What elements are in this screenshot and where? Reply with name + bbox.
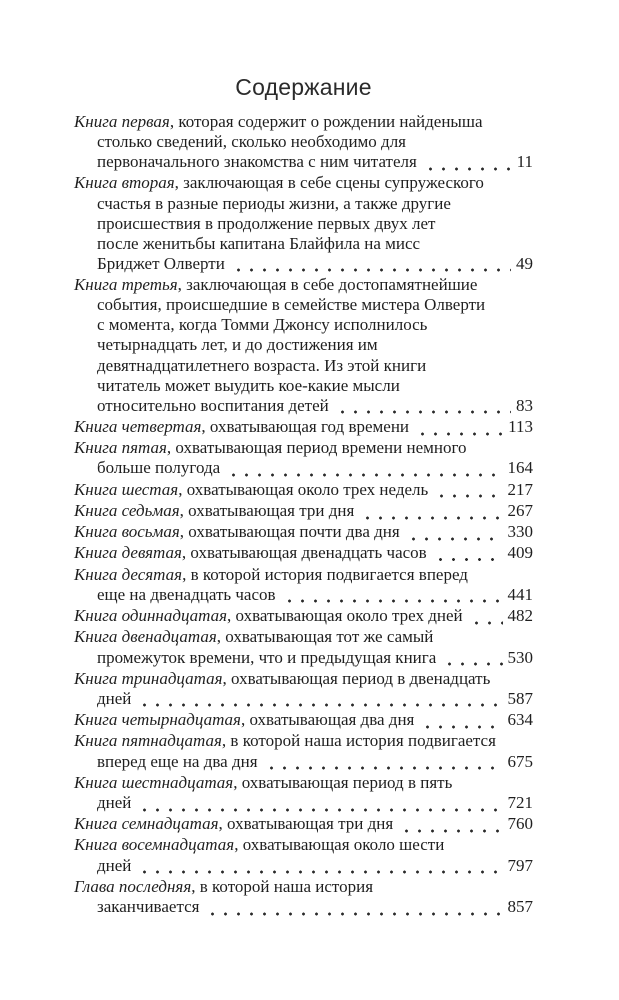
toc-entry — [74, 438, 533, 478]
toc-line-text: Книга шестнадцатая, охватывающая период в пять — [74, 772, 453, 792]
toc-line — [74, 856, 533, 876]
toc-line-text: Книга третья, заключающая в себе достопамятнейшие — [74, 275, 478, 295]
toc-line-text: Книга шестая, охватывающая около трех недель — [74, 479, 429, 499]
toc-line-text: Бриджет Олверти — [97, 253, 225, 273]
toc-entry — [74, 173, 533, 273]
toc-entry — [74, 710, 533, 730]
toc-line-text: происшествия в продолжение первых двух лет — [97, 213, 436, 233]
toc-line — [74, 254, 533, 274]
toc-line-text: первоначального знакомства с ним читателя — [97, 152, 417, 172]
dot-leader — [262, 752, 503, 772]
toc-line — [74, 585, 533, 605]
toc-line-text: заканчивается — [97, 896, 200, 916]
toc-entry — [74, 877, 533, 917]
toc-line-text: относительно воспитания детей — [97, 395, 329, 415]
toc-entry-lead: Книга шестая — [74, 479, 179, 499]
toc-entry-lead: Книга пятнадцатая — [74, 731, 222, 751]
toc-line — [74, 606, 533, 626]
toc-entry — [74, 565, 533, 605]
toc-entry-lead: Книга двенадцатая — [74, 627, 217, 647]
toc-line — [74, 194, 533, 214]
toc-line-text: читатель может выудить кое-какие мысли — [97, 375, 400, 395]
dot-leader — [413, 417, 503, 437]
toc-line-text: Книга тринадцатая, охватывающая период в двенадцать — [74, 668, 491, 688]
toc-entry-lead: Книга третья — [74, 275, 178, 295]
dot-leader — [431, 543, 503, 563]
dot-leader — [203, 897, 502, 917]
toc-line-text: Книга семнадцатая, охватывающая три дня — [74, 814, 394, 834]
page-number: 482 — [507, 606, 533, 626]
toc-entry-lead: Книга четвертая — [74, 416, 202, 436]
page-number: 530 — [507, 647, 533, 667]
toc-line — [74, 897, 533, 917]
page-number: 857 — [507, 896, 533, 916]
toc-line — [74, 335, 533, 355]
toc-entry-lead: Книга тринадцатая — [74, 668, 223, 688]
toc-line-text: Книга четырнадцатая, охватывающая два дня — [74, 710, 415, 730]
toc-line-text: девятнадцатилетнего возраста. Из этой книги — [97, 355, 427, 375]
toc-line — [74, 773, 533, 793]
toc-line-text: счастья в разные периоды жизни, а также другие — [97, 193, 451, 213]
toc-entry — [74, 669, 533, 709]
toc-line — [74, 752, 533, 772]
page-title: Содержание — [235, 74, 372, 100]
toc-line — [74, 522, 533, 542]
toc-line — [74, 543, 533, 563]
toc-entry-lead: Книга восемнадцатая — [74, 835, 235, 855]
dot-leader — [432, 480, 502, 500]
dot-leader — [229, 254, 511, 274]
page-number: 113 — [508, 416, 533, 436]
toc-entry — [74, 522, 533, 542]
toc-entry — [74, 606, 533, 626]
toc-line-text: Книга вторая, заключающая в себе сцены супружеского — [74, 173, 484, 193]
dot-leader — [135, 856, 502, 876]
dot-leader — [440, 648, 502, 668]
page-number: 11 — [516, 152, 533, 172]
toc-entry — [74, 501, 533, 521]
toc-entry-lead: Книга десятая — [74, 564, 183, 584]
dot-leader — [404, 522, 503, 542]
dot-leader — [467, 606, 503, 626]
toc-line — [74, 214, 533, 234]
dot-leader — [135, 793, 502, 813]
toc-entry-lead: Книга пятая — [74, 438, 167, 458]
toc-line-text: Книга пятая, охватывающая период времени немного — [74, 438, 467, 458]
page-number: 83 — [516, 395, 533, 415]
toc-line-text: дней — [97, 855, 132, 875]
toc-line — [74, 669, 533, 689]
toc-line-text: Книга одиннадцатая, охватывающая около трех дней — [74, 606, 463, 626]
toc-line — [74, 275, 533, 295]
page-number: 797 — [507, 855, 533, 875]
toc-entry — [74, 773, 533, 813]
toc-line — [74, 731, 533, 751]
toc-line-text: четырнадцать лет, и до достижения им — [97, 335, 378, 355]
toc-entry-lead: Глава последняя — [74, 876, 192, 896]
toc-entry — [74, 543, 533, 563]
toc-entry — [74, 731, 533, 771]
toc-line — [74, 295, 533, 315]
toc-line — [74, 458, 533, 478]
toc-entry-lead: Книга первая — [74, 112, 170, 131]
toc-line-text: Книга седьмая, охватывающая три дня — [74, 500, 355, 520]
toc-line — [74, 438, 533, 458]
page-number: 267 — [507, 500, 533, 520]
toc-line — [74, 356, 533, 376]
toc-line — [74, 627, 533, 647]
toc-line — [74, 710, 533, 730]
toc-line-text: Книга девятая, охватывающая двенадцать часов — [74, 543, 427, 563]
dot-leader — [280, 585, 503, 605]
toc-line — [74, 835, 533, 855]
toc-line-text: дней — [97, 792, 132, 812]
toc-line — [74, 234, 533, 254]
toc-line-text: Книга четвертая, охватывающая год времени — [74, 416, 410, 436]
toc-entry-lead: Книга седьмая — [74, 500, 180, 520]
page-number: 634 — [507, 710, 533, 730]
page-number: 675 — [507, 751, 533, 771]
toc-line-text: дней — [97, 688, 132, 708]
toc-entry-lead: Книга шестнадцатая — [74, 772, 234, 792]
toc-entry — [74, 417, 533, 437]
page-number: 164 — [507, 458, 533, 478]
toc-line-text: события, происшедшие в семействе мистера Олверти — [97, 295, 486, 315]
toc-entry-lead: Книга вторая — [74, 173, 175, 193]
toc-line-text: с момента, когда Томми Джонсу исполнилось — [97, 315, 428, 335]
toc-entry-lead: Книга четырнадцатая — [74, 710, 241, 730]
toc-line — [74, 152, 533, 172]
toc-line-text: Книга пятнадцатая, в которой наша история подвигается — [74, 731, 496, 751]
toc-entry-lead: Книга одиннадцатая — [74, 606, 228, 626]
toc-line-text: Глава последняя, в которой наша история — [74, 876, 374, 896]
dot-leader — [421, 152, 512, 172]
toc-line — [74, 501, 533, 521]
page-number: 760 — [507, 814, 533, 834]
toc-line — [74, 315, 533, 335]
toc-line — [74, 814, 533, 834]
toc-line — [74, 480, 533, 500]
toc-entry-lead: Книга девятая — [74, 543, 182, 563]
toc-line-text: промежуток времени, что и предыдущая книга — [97, 647, 437, 667]
toc-line-text: Книга первая, которая содержит о рождении найденыша — [74, 112, 483, 131]
toc-line — [74, 417, 533, 437]
toc-line — [74, 648, 533, 668]
toc-line-text: вперед еще на два дня — [97, 751, 258, 771]
page-number: 217 — [507, 479, 533, 499]
toc-line — [74, 689, 533, 709]
toc-line — [74, 112, 533, 132]
toc-entry — [74, 835, 533, 875]
toc-line-text: столько сведений, сколько необходимо для — [97, 132, 407, 152]
toc-line-text: больше полугода — [97, 458, 221, 478]
dot-leader — [333, 396, 511, 416]
toc-entry — [74, 112, 533, 172]
page-number: 721 — [507, 792, 533, 812]
page-number: 49 — [516, 253, 533, 273]
page-number: 330 — [507, 522, 533, 542]
dot-leader — [358, 501, 502, 521]
toc-line-text: Книга восьмая, охватывающая почти два дня — [74, 522, 400, 542]
toc-entry — [74, 627, 533, 667]
page-number: 409 — [507, 543, 533, 563]
toc-line — [74, 173, 533, 193]
toc-line-text: Книга восемнадцатая, охватывающая около шести — [74, 835, 445, 855]
dot-leader — [224, 458, 502, 478]
page-number: 441 — [507, 584, 533, 604]
toc-line — [74, 877, 533, 897]
toc-line-text: еще на двенадцать часов — [97, 584, 276, 604]
dot-leader — [418, 710, 502, 730]
toc-entry-lead: Книга восьмая — [74, 522, 180, 542]
toc-line-text: Книга двенадцатая, охватывающая тот же самый — [74, 627, 434, 647]
toc — [74, 112, 533, 917]
page-number: 587 — [507, 688, 533, 708]
toc-line — [74, 793, 533, 813]
toc-line — [74, 565, 533, 585]
toc-line — [74, 132, 533, 152]
dot-leader — [397, 814, 502, 834]
toc-line-text: после женитьбы капитана Блайфила на мисс — [97, 233, 421, 253]
toc-line-text: Книга десятая, в которой история подвигается вперед — [74, 564, 468, 584]
toc-line — [74, 376, 533, 396]
toc-line — [74, 396, 533, 416]
toc-entry — [74, 275, 533, 416]
dot-leader — [135, 689, 502, 709]
toc-entry — [74, 480, 533, 500]
toc-entry-lead: Книга семнадцатая — [74, 814, 219, 834]
toc-entry — [74, 814, 533, 834]
